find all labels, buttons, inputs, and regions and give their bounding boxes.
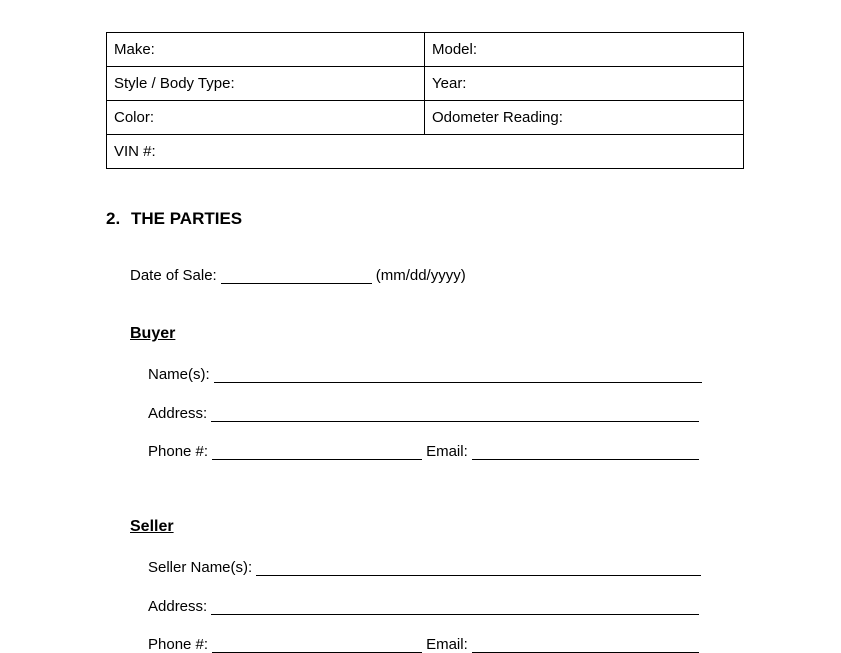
style-body-type-cell[interactable]: Style / Body Type:	[107, 67, 425, 101]
table-row	[107, 67, 744, 101]
seller-phone-field[interactable]	[212, 637, 422, 653]
vin-cell[interactable]: VIN #:	[107, 135, 744, 169]
section-number: 2.	[106, 209, 121, 228]
table-row	[107, 33, 744, 67]
seller-email-field[interactable]	[472, 637, 699, 653]
buyer-address-row	[148, 402, 703, 422]
seller-name-label: Seller Name(s):	[148, 559, 253, 576]
seller-address-field[interactable]	[211, 599, 699, 615]
seller-address-label: Address:	[148, 598, 208, 615]
date-of-sale-label: Date of Sale:	[130, 267, 217, 284]
table-row	[107, 101, 744, 135]
buyer-email-label: Email:	[426, 443, 468, 460]
date-format-hint: (mm/dd/yyyy)	[375, 267, 466, 284]
seller-email-label: Email:	[426, 636, 468, 653]
seller-phone-label: Phone #:	[148, 636, 209, 653]
buyer-name-row	[148, 363, 706, 383]
date-of-sale-field[interactable]	[221, 268, 372, 284]
buyer-phone-label: Phone #:	[148, 443, 209, 460]
seller-contact-row	[148, 633, 703, 653]
model-cell[interactable]: Model:	[425, 33, 744, 67]
seller-name-row	[148, 556, 705, 576]
section-title: THE PARTIES	[131, 209, 243, 228]
odometer-cell[interactable]: Odometer Reading:	[425, 101, 744, 135]
seller-name-field[interactable]	[256, 560, 701, 576]
buyer-email-field[interactable]	[472, 444, 699, 460]
buyer-address-field[interactable]	[211, 406, 699, 422]
make-cell[interactable]: Make:	[107, 33, 425, 67]
buyer-phone-field[interactable]	[212, 444, 422, 460]
buyer-heading: Buyer	[130, 325, 176, 342]
buyer-name-label: Name(s):	[148, 366, 210, 383]
table-row	[107, 135, 744, 169]
buyer-name-field[interactable]	[214, 367, 702, 383]
color-cell[interactable]: Color:	[107, 101, 425, 135]
vehicle-info-table	[106, 32, 744, 169]
seller-heading: Seller	[130, 518, 174, 535]
year-cell[interactable]: Year:	[425, 67, 744, 101]
buyer-contact-row	[148, 440, 703, 460]
section-heading	[106, 209, 242, 229]
date-of-sale-row	[130, 264, 466, 284]
buyer-address-label: Address:	[148, 405, 208, 422]
seller-address-row	[148, 595, 703, 615]
